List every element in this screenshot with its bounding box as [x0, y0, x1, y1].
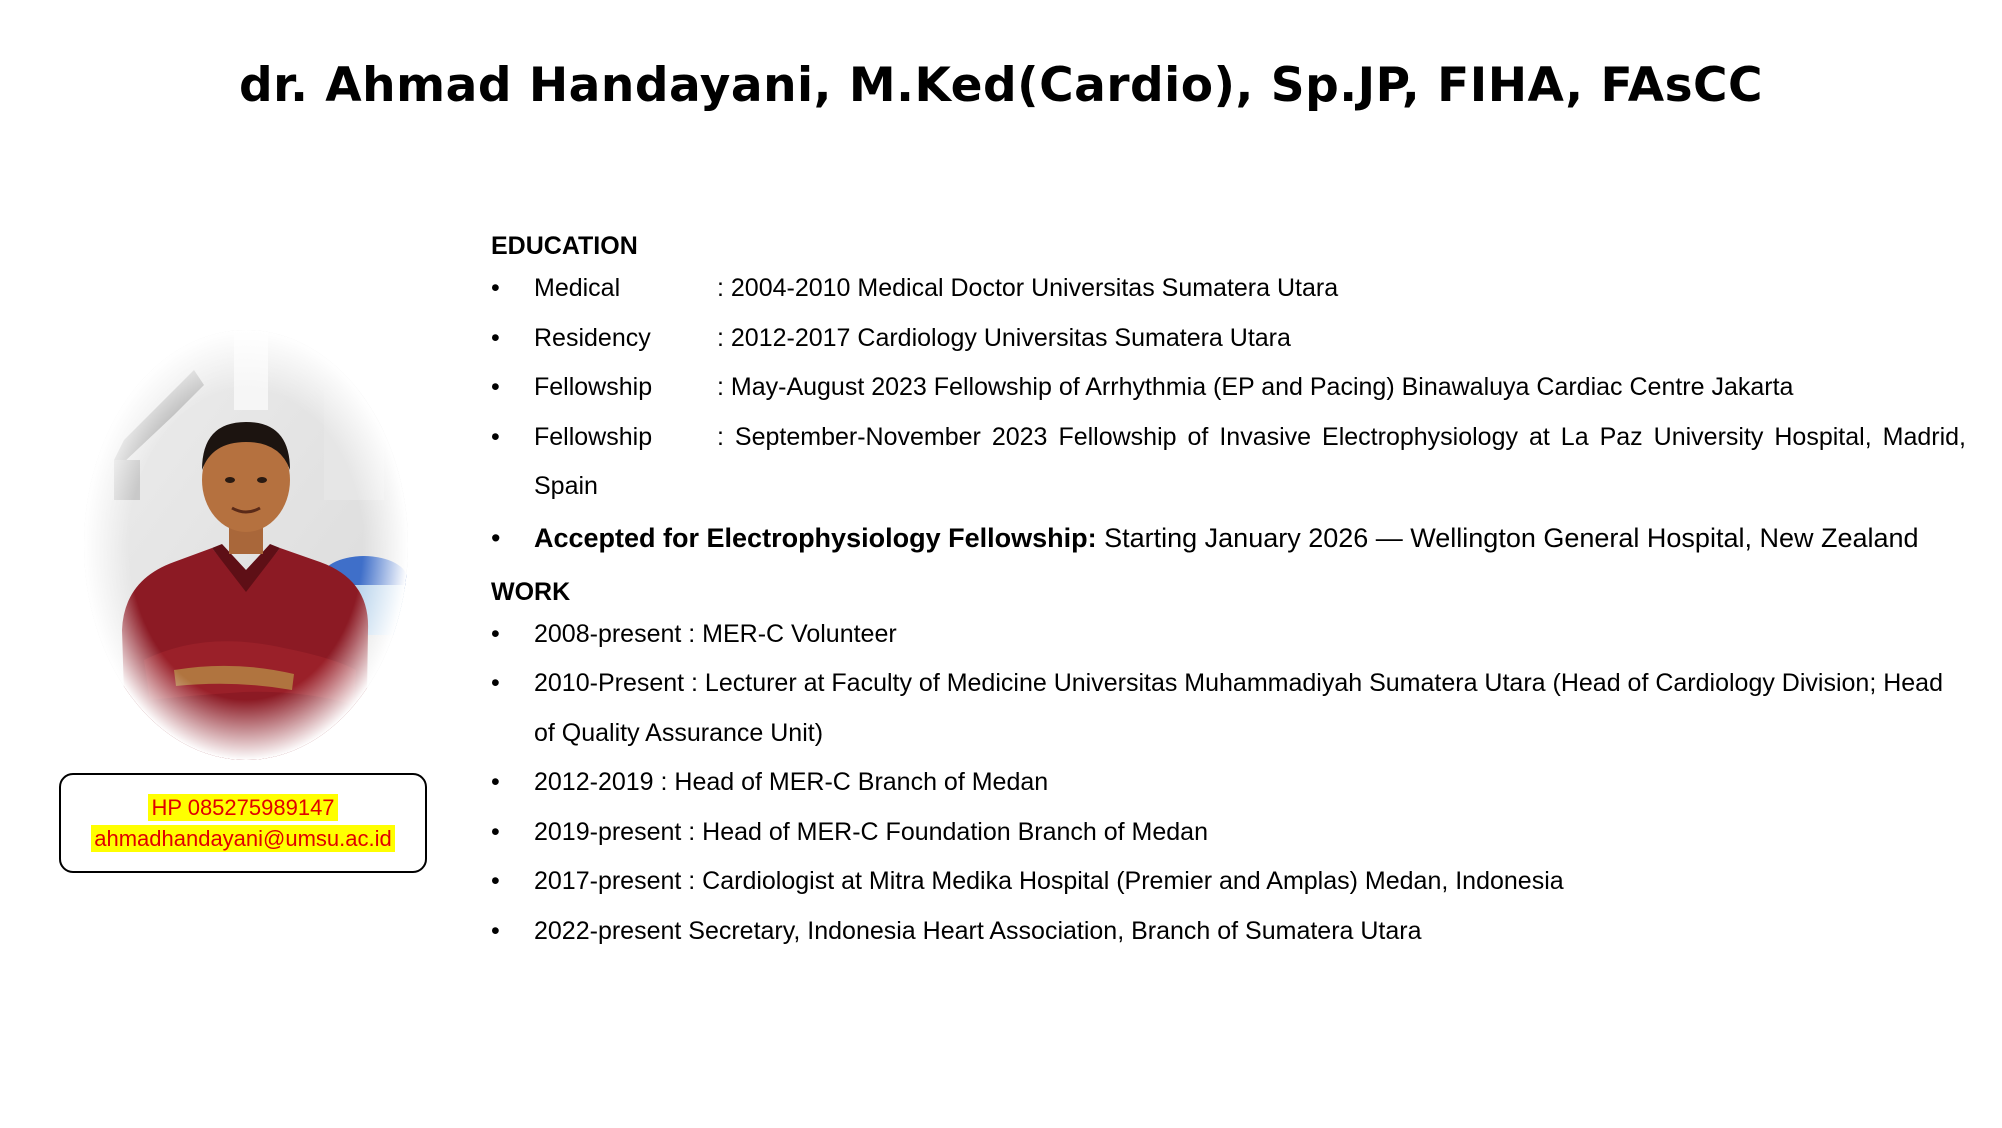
email-address[interactable]: ahmadhandayani@umsu.ac.id — [91, 825, 395, 852]
phone-number: HP 085275989147 — [148, 794, 337, 821]
contact-box — [59, 773, 427, 873]
education-detail: : 2012-2017 Cardiology Universitas Sumatera Utara — [717, 323, 1291, 352]
portrait-photo — [84, 330, 408, 760]
education-label: Residency — [534, 323, 651, 352]
education-list — [491, 264, 1966, 564]
education-item — [491, 413, 1966, 512]
work-item: • 2008-present : MER-C Volunteer — [491, 610, 1966, 660]
education-item — [491, 314, 1966, 364]
education-item — [491, 264, 1966, 314]
education-detail: : 2004-2010 Medical Doctor Universitas Sumatera Utara — [717, 274, 1339, 302]
work-item: • 2019-present : Head of MER-C Foundation Branch of Medan — [491, 808, 1966, 858]
work-item: • 2017-present : Cardiologist at Mitra Medika Hospital (Premier and Amplas) Medan, Indonesia — [491, 857, 1966, 907]
education-item — [491, 363, 1966, 413]
education-item — [491, 512, 1966, 564]
portrait-icon — [84, 330, 408, 760]
education-detail: Starting January 2026 — Wellington General Hospital, New Zealand — [1104, 522, 1919, 553]
education-label: Medical — [534, 274, 621, 302]
education-detail: : September-November 2023 Fellowship of Invasive Electrophysiology at La Paz University Hospital, Madrid, Spain — [534, 422, 1966, 500]
education-label: Fellowship — [534, 373, 653, 401]
education-label: Accepted for Electrophysiology Fellowship: — [534, 522, 1097, 553]
page-title: dr. Ahmad Handayani, M.Ked(Cardio), Sp.JP, FIHA, FAsCC — [238, 58, 1764, 113]
cv-content — [491, 228, 1966, 956]
work-list — [491, 610, 1966, 957]
education-heading: EDUCATION — [491, 232, 638, 260]
education-detail: : May-August 2023 Fellowship of Arrhythmia (EP and Pacing) Binawaluya Cardiac Centre Jakarta — [717, 373, 1794, 401]
work-heading: WORK — [491, 577, 571, 606]
work-item: • 2010-Present : Lecturer at Faculty of Medicine Universitas Muhammadiyah Sumatera Utara (Head of Cardiology Division; Head of Quality Assurance Unit) — [491, 659, 1966, 758]
work-item: • 2012-2019 : Head of MER-C Branch of Medan — [491, 758, 1966, 808]
education-label: Fellowship — [534, 422, 653, 451]
work-item: • 2022-present Secretary, Indonesia Heart Association, Branch of Sumatera Utara — [491, 907, 1966, 957]
